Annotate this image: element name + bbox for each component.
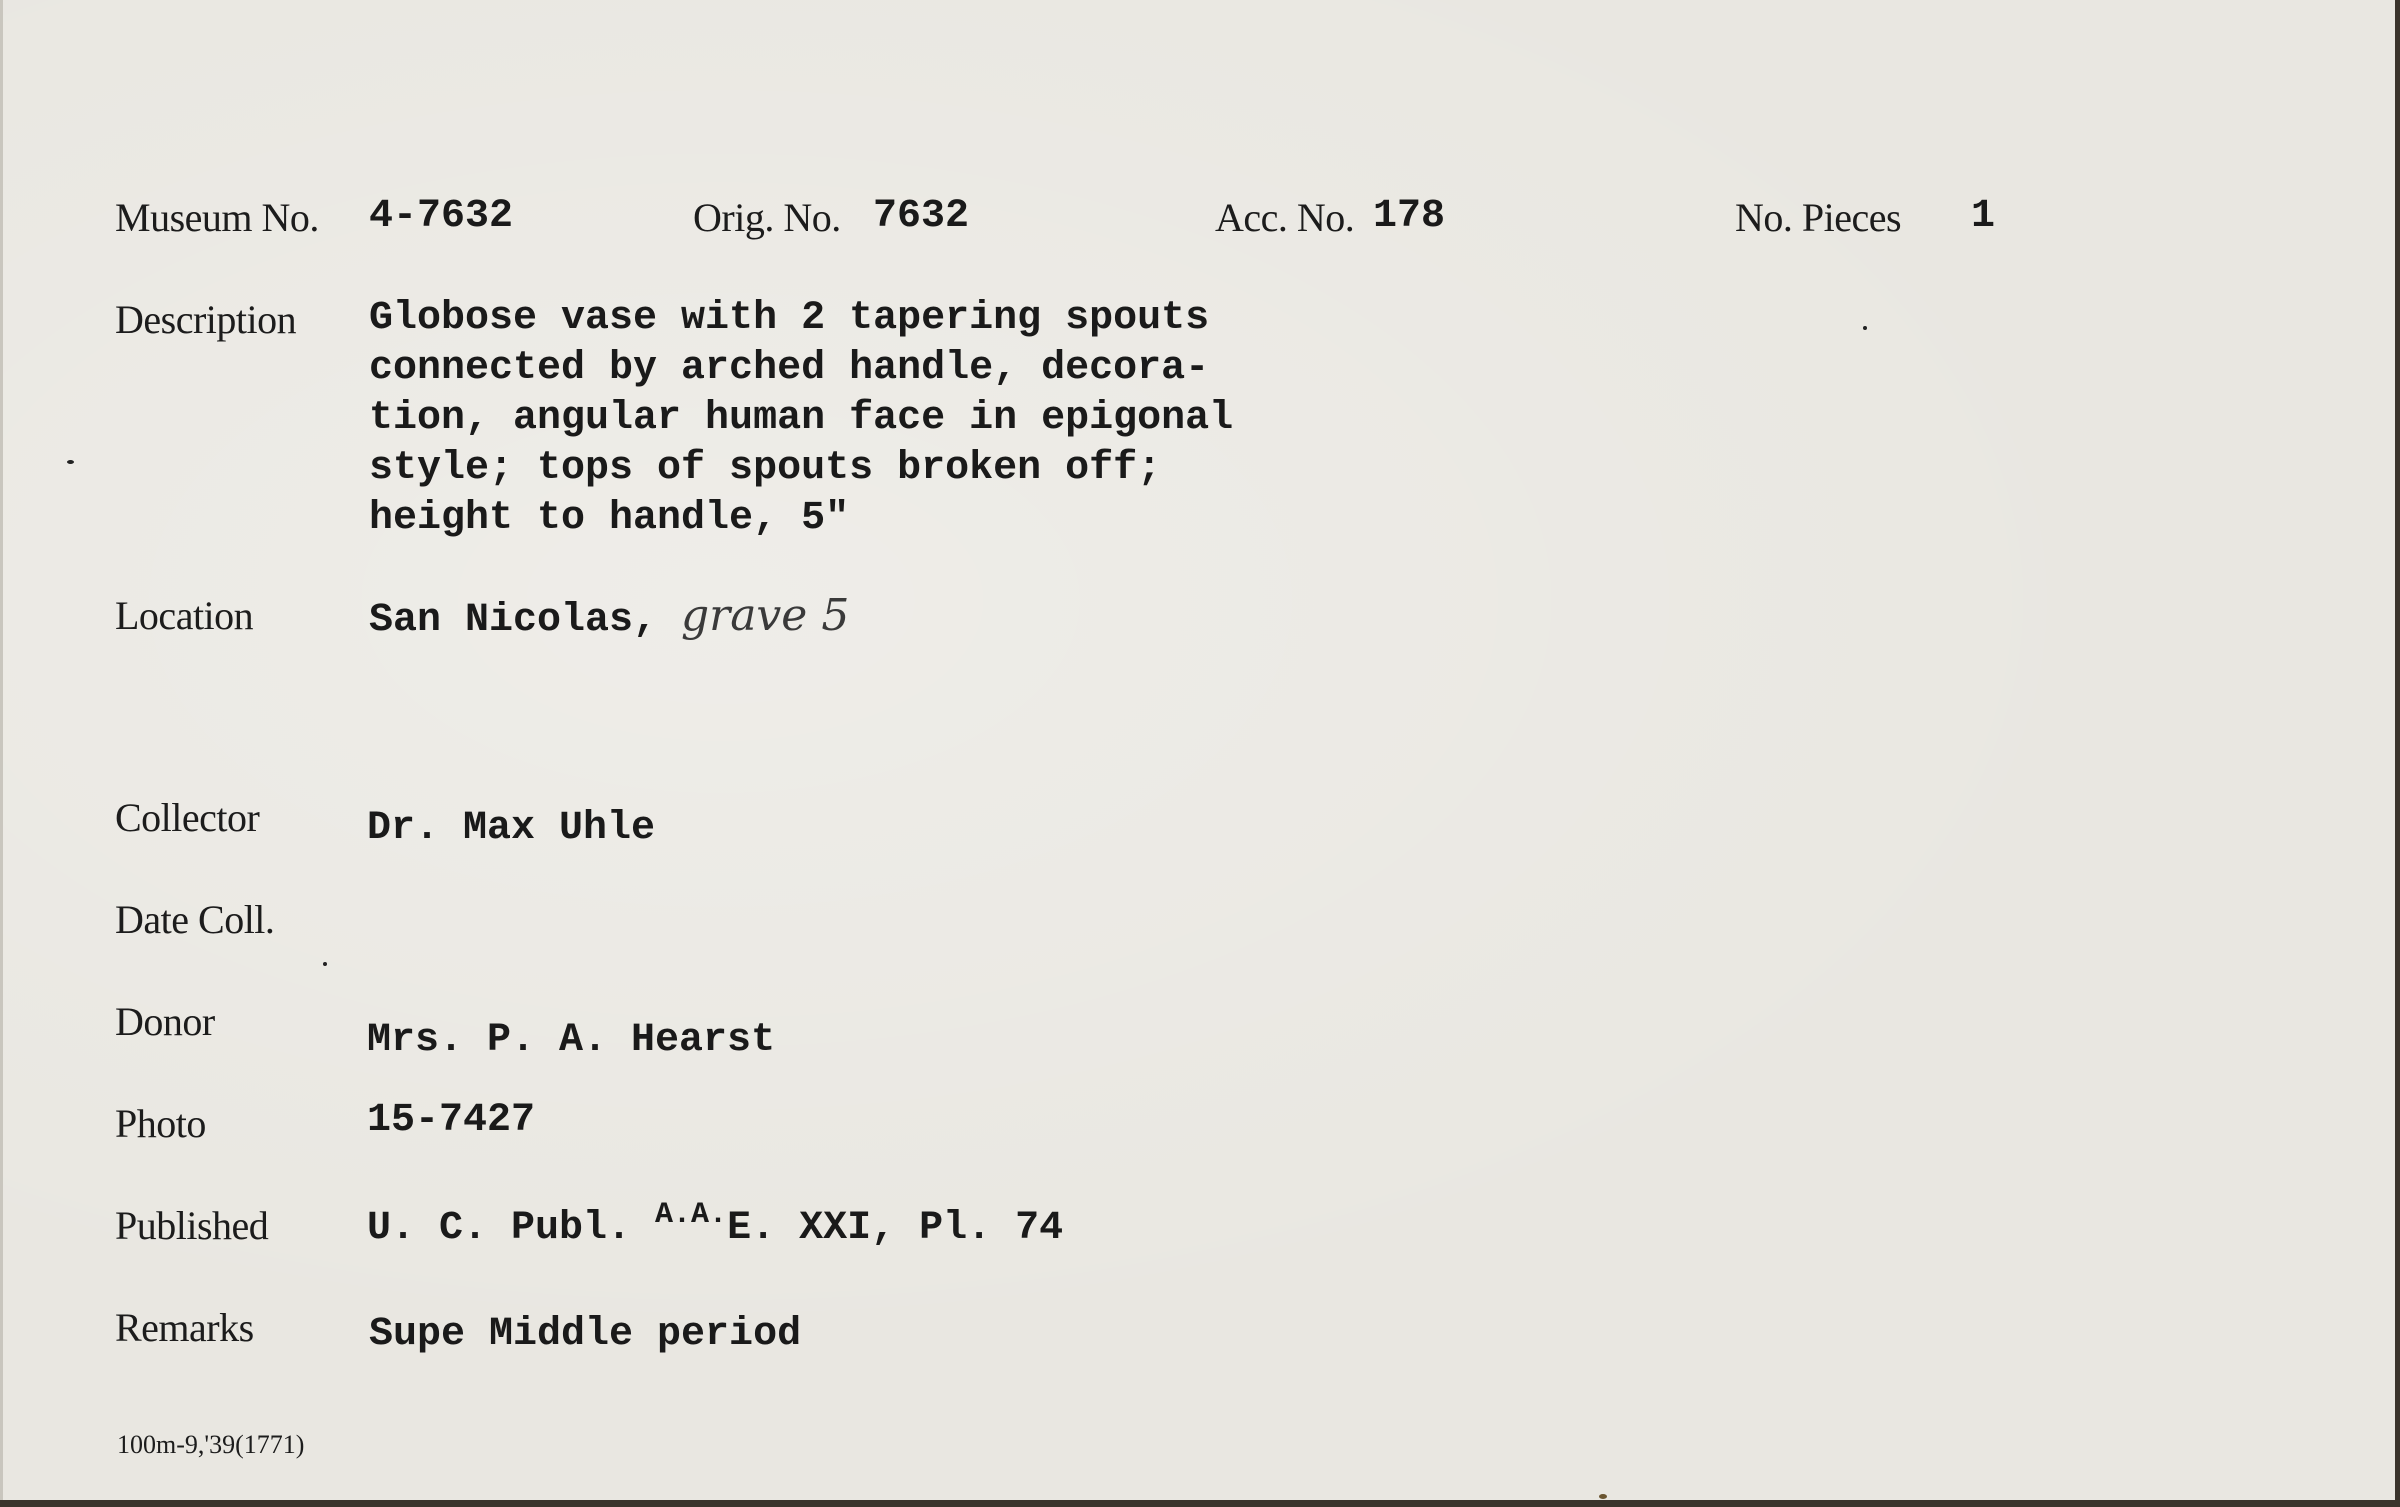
acc-no-label: Acc. No. <box>1215 195 1355 240</box>
published-label: Published <box>115 1203 269 1248</box>
ink-speck <box>323 962 327 966</box>
description-label: Description <box>115 297 297 342</box>
published-value <box>367 1198 1064 1251</box>
description-line: style; tops of spouts broken off; <box>369 446 1162 491</box>
ink-speck <box>67 460 74 464</box>
no-pieces-value: 1 <box>1971 194 1996 239</box>
ink-speck <box>1863 326 1867 330</box>
collector-label: Collector <box>115 795 260 840</box>
location-label: Location <box>115 593 254 638</box>
description-line: tion, angular human face in epigonal <box>369 396 1234 441</box>
location-value: San Nicolas, <box>369 598 658 643</box>
orig-no-value: 7632 <box>873 194 970 239</box>
published-superscript: A.A. <box>655 1198 728 1232</box>
print-code: 100m-9,'39(1771) <box>117 1430 305 1459</box>
ink-speck <box>1599 1494 1607 1499</box>
description-text <box>369 294 1233 544</box>
museum-no-label: Museum No. <box>115 195 319 240</box>
remarks-value: Supe Middle period <box>369 1312 802 1357</box>
no-pieces-label: No. Pieces <box>1735 195 1902 240</box>
donor-label: Donor <box>115 999 215 1044</box>
published-prefix: U. C. Publ. <box>367 1206 656 1251</box>
description-line: Globose vase with 2 tapering spouts <box>369 296 1210 341</box>
orig-no-label: Orig. No. <box>693 195 841 240</box>
description-line: connected by arched handle, decora- <box>369 346 1210 391</box>
description-line: height to handle, 5" <box>369 496 850 541</box>
acc-no-value: 178 <box>1373 194 1446 239</box>
date-coll-label: Date Coll. <box>115 897 275 942</box>
donor-value: Mrs. P. A. Hearst <box>367 1018 776 1063</box>
photo-label: Photo <box>115 1101 206 1146</box>
photo-value: 15-7427 <box>367 1098 536 1143</box>
collector-value: Dr. Max Uhle <box>367 806 656 851</box>
museum-no-value: 4-7632 <box>369 194 514 239</box>
location-handwritten-note: grave 5 <box>681 590 850 641</box>
remarks-label: Remarks <box>115 1305 254 1350</box>
published-suffix: E. XXI, Pl. 74 <box>727 1206 1064 1251</box>
